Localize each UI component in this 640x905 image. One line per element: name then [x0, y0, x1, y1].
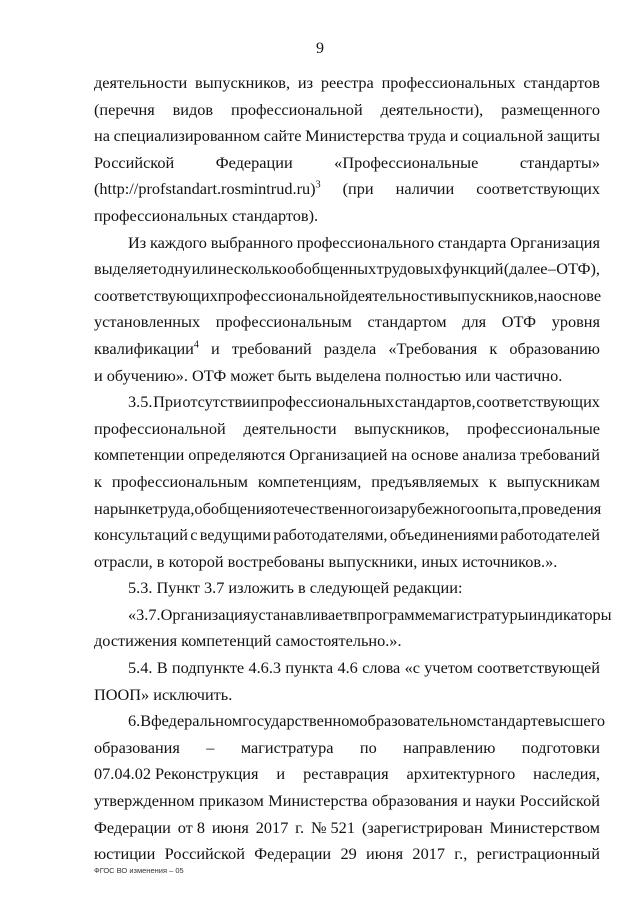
text-line	[94, 283, 600, 310]
word: соответствующих	[476, 392, 600, 412]
text-line	[94, 416, 600, 443]
word: выпускников,	[442, 285, 538, 305]
word: В	[140, 711, 152, 731]
text-line	[94, 442, 600, 469]
word: высшего	[544, 711, 605, 731]
word: к	[488, 471, 497, 491]
word: подготовки	[521, 737, 600, 757]
word: профессиональных	[381, 73, 516, 92]
footnote-marker: 4	[193, 339, 199, 351]
word: июня	[366, 844, 404, 864]
word: 2017	[255, 817, 289, 837]
word: направлению	[403, 737, 496, 757]
word: Организация	[160, 604, 251, 624]
word: наследия,	[533, 764, 600, 784]
text-line: ПООП» исключить.	[94, 684, 233, 704]
word: проведения	[521, 498, 602, 518]
word: стандартом	[367, 312, 447, 332]
word: и	[449, 126, 459, 146]
word: трудовых	[376, 259, 443, 279]
word: требований	[231, 338, 312, 358]
word: по	[359, 737, 377, 757]
word: науки	[475, 791, 516, 811]
word: деятельности	[243, 418, 337, 438]
word: выбранного	[210, 232, 293, 252]
word: (при	[342, 179, 374, 199]
word: на	[537, 285, 554, 305]
text-line	[94, 150, 600, 177]
word: раздела	[323, 338, 377, 358]
word: 2017	[412, 844, 445, 864]
word: или	[191, 259, 218, 279]
word: деятельности	[94, 73, 188, 92]
word: выпускников,	[354, 418, 450, 438]
word: для	[462, 312, 487, 332]
word: объединениями	[389, 525, 499, 545]
word: федеральном	[151, 711, 243, 731]
text-line	[94, 841, 600, 868]
word: профессиональные	[467, 418, 600, 438]
word: деятельности),	[380, 99, 484, 119]
word: соответствующей	[477, 658, 600, 678]
word: (http://profstandart.rosmintrud.ru)$^3$	[94, 179, 321, 199]
text-line	[94, 389, 600, 416]
word: Федерации	[254, 844, 332, 864]
word: квалификации$^4$	[94, 338, 199, 358]
word: выделяет	[94, 259, 159, 279]
word: защиты	[547, 126, 600, 146]
word: и	[378, 498, 388, 518]
word: работодателями,	[273, 525, 388, 545]
word: При	[153, 392, 182, 412]
word: 5.4.	[128, 658, 153, 678]
word: и	[276, 764, 286, 784]
word: труда,	[152, 498, 195, 518]
word: образования	[94, 737, 180, 757]
word: (далее	[503, 259, 548, 279]
word: учетом	[424, 658, 473, 678]
word: г.	[295, 817, 305, 837]
word: 29	[340, 844, 357, 864]
text-line	[94, 256, 600, 283]
word: профессиональной	[230, 99, 363, 119]
text-line	[94, 176, 600, 203]
word: Организация	[510, 232, 600, 252]
word: магистратуры	[432, 604, 529, 624]
word: видов	[172, 99, 214, 119]
word: социальной	[462, 126, 544, 146]
text-line	[94, 230, 600, 257]
text-line	[94, 309, 600, 336]
text-line	[94, 735, 600, 762]
word: из	[297, 73, 314, 92]
text-line	[94, 469, 600, 496]
word: обобщенных	[287, 259, 377, 279]
word: размещенного	[501, 99, 600, 119]
word: г.,	[454, 844, 468, 864]
word: 4.6	[337, 658, 358, 678]
word: функций	[442, 259, 504, 279]
word: в	[349, 604, 358, 624]
word: «3.7.	[128, 604, 161, 624]
word: № 521	[310, 817, 355, 837]
word: образования	[372, 791, 458, 811]
word: основе	[553, 285, 602, 305]
word: специализированном	[113, 126, 261, 146]
word: устанавливает	[250, 604, 350, 624]
word: труда	[408, 126, 447, 146]
word: отечественного	[271, 498, 379, 518]
word: одну	[158, 259, 192, 279]
word: профессиональной	[94, 418, 226, 438]
word: установленных	[94, 312, 201, 332]
word: профессионального	[296, 232, 435, 252]
word: предъявляемых	[371, 471, 479, 491]
word: Российской	[164, 844, 245, 864]
word: ведущими	[199, 525, 271, 545]
word: несколько	[217, 259, 287, 279]
text-line: отрасли, в которой востребованы выпускники, иных источников.».	[94, 551, 558, 571]
word: Министерством	[489, 817, 600, 837]
word: «с	[404, 658, 420, 678]
word: слова	[362, 658, 401, 678]
word: обобщения	[194, 498, 272, 518]
word: Министерства	[305, 126, 405, 146]
word: наличии	[395, 179, 455, 199]
text-line	[94, 815, 600, 842]
footer-label: ФГОС ВО изменения – 05	[94, 866, 184, 875]
page-number: 9	[316, 40, 324, 57]
word: профессиональных	[260, 392, 395, 412]
word: профессиональным	[215, 312, 352, 332]
word: подпункте	[171, 658, 245, 678]
word: и	[211, 338, 220, 358]
word: рынке	[109, 498, 153, 518]
text-line: и обучению». ОТФ может быть выделена полностью или частично.	[94, 365, 563, 385]
word: опыта,	[474, 498, 522, 518]
word: 4.6.3	[248, 658, 282, 678]
footnote-marker: 3	[315, 179, 321, 191]
word: отсутствии	[182, 392, 260, 412]
text-line	[94, 602, 612, 629]
word: –	[206, 737, 215, 757]
word: ОТФ),	[556, 259, 600, 279]
text-line	[94, 708, 605, 735]
word: профессиональным	[111, 471, 248, 491]
text-line	[94, 97, 600, 124]
word: В	[156, 658, 168, 678]
word: выпускникам	[506, 471, 600, 491]
word: уровня	[551, 312, 600, 332]
body-text	[94, 70, 612, 868]
word: профессиональной	[217, 285, 350, 305]
text-line: 5.3. Пункт 3.7 изложить в следующей редакции:	[128, 578, 463, 598]
word: Российской	[519, 791, 600, 811]
word: утвержденном	[94, 791, 195, 811]
word: Из	[128, 232, 147, 252]
word: соответствующих	[476, 179, 600, 199]
text-line: достижения компетенций самостоятельно.».	[94, 631, 402, 651]
word: –	[547, 259, 556, 279]
word: на	[94, 126, 110, 146]
word: Организацией	[289, 445, 388, 465]
word: компетенциям,	[257, 471, 362, 491]
word: образованию	[509, 338, 600, 358]
word: Федерации	[215, 152, 293, 172]
word: 6.	[128, 711, 141, 731]
word: государственном	[242, 711, 360, 731]
word: индикаторы	[528, 604, 612, 624]
word: (зарегистрирован	[361, 817, 483, 837]
word: определяются	[188, 445, 286, 465]
word: ОТФ	[501, 312, 536, 332]
word: деятельности	[349, 285, 443, 305]
word: на	[391, 445, 408, 465]
word: регистрационный	[476, 844, 600, 864]
word: к	[94, 471, 102, 491]
word: выпускников,	[195, 73, 291, 92]
text-line: профессиональных стандартов).	[94, 205, 319, 225]
word: сайте	[263, 126, 302, 146]
word: образовательном	[359, 711, 477, 731]
word: пункта	[285, 658, 334, 678]
text-line	[94, 123, 600, 150]
word: программе	[357, 604, 433, 624]
word: каждого	[149, 232, 207, 252]
word: магистратура	[240, 737, 334, 757]
word: компетенции	[94, 445, 185, 465]
word: стандартов,	[394, 392, 476, 412]
word: Министерства	[268, 791, 368, 811]
word: (перечня	[94, 99, 155, 119]
word: стандарта	[437, 232, 507, 252]
text-line	[94, 336, 600, 363]
word: июня	[211, 817, 249, 837]
word: 07.04.02 Реконструкция	[94, 764, 259, 784]
word: работодателей	[500, 525, 600, 545]
word: на	[94, 498, 110, 518]
word: приказом	[198, 791, 264, 811]
word: основе	[411, 445, 459, 465]
word: к	[489, 338, 498, 358]
word: консультаций	[94, 525, 188, 545]
word: анализа	[462, 445, 517, 465]
word: 3.5.	[128, 392, 153, 412]
word: стандарте	[476, 711, 545, 731]
word: реестра	[320, 73, 374, 92]
word: архитектурного	[406, 764, 516, 784]
text-line	[94, 496, 600, 523]
word: юстиции	[94, 844, 156, 864]
word: стандартов	[523, 73, 600, 92]
word: реставрация	[303, 764, 389, 784]
word: зарубежного	[387, 498, 475, 518]
word: «Требования	[388, 338, 478, 358]
text-line	[94, 70, 600, 97]
word: требований	[520, 445, 600, 465]
text-line	[94, 788, 600, 815]
word: Федерации	[94, 817, 171, 837]
word: стандарты»	[519, 152, 600, 172]
word: и	[462, 791, 472, 811]
text-line	[94, 655, 600, 682]
word: с	[190, 525, 198, 545]
text-line	[94, 522, 600, 549]
word: «Профессиональные	[334, 152, 479, 172]
word: Российской	[94, 152, 175, 172]
word: от 8	[177, 817, 205, 837]
word: соответствующих	[94, 285, 218, 305]
text-line	[94, 761, 600, 788]
